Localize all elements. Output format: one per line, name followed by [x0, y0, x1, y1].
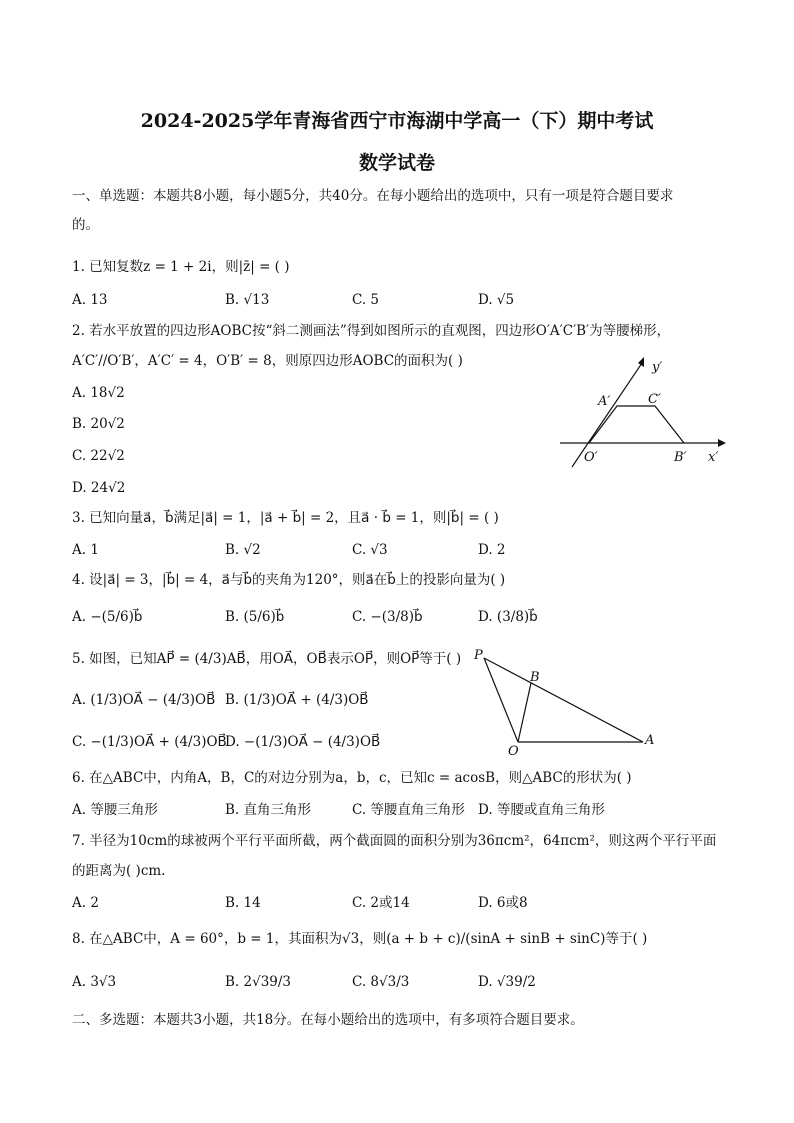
- q6-option-a: A. 等腰三角形: [72, 802, 158, 818]
- section2-heading: 二、多选题：本题共3小题，共18分。在每小题给出的选项中，有多项符合题目要求。: [72, 1012, 584, 1028]
- q8-option-b: B. 2√39/3: [225, 974, 292, 990]
- q1-option-d: D. √5: [478, 292, 515, 308]
- q4-option-a: A. −(5/6)b⃗: [72, 609, 143, 625]
- q1-option-b: B. √13: [225, 292, 270, 308]
- q4-option-d: D. (3/8)b⃗: [478, 609, 538, 625]
- segment-ob: [518, 683, 531, 742]
- q5-option-c: C. −(1/3)OA⃗ + (4/3)OB⃗: [72, 734, 227, 750]
- label-x-prime: x′: [708, 450, 719, 465]
- q7-option-b: B. 14: [225, 895, 261, 911]
- q8-stem: 8. 在△ABC中，A = 60°，b = 1，其面积为√3，则(a + b + c)/(sinA + sinB + sinC)等于( ): [72, 931, 648, 947]
- q2-figure: [560, 355, 730, 470]
- q2-option-b: B. 20√2: [72, 416, 125, 432]
- q7-option-d: D. 6或8: [478, 895, 528, 911]
- trapezoid: [589, 406, 684, 443]
- label-b: B: [530, 670, 540, 685]
- label-o: O: [508, 744, 519, 759]
- q5-option-d: D. −(1/3)OA⃗ − (4/3)OB⃗: [225, 734, 381, 750]
- label-p: P: [474, 648, 483, 663]
- q6-option-b: B. 直角三角形: [225, 802, 312, 818]
- label-y-prime: y′: [652, 360, 663, 375]
- q6-option-d: D. 等腰或直角三角形: [478, 802, 605, 818]
- q2-option-a: A. 18√2: [72, 385, 125, 401]
- section1-heading-cont: 的。: [72, 217, 99, 233]
- y-prime-axis: [572, 363, 642, 467]
- q7-stem: 7. 半径为10cm的球被两个平行平面所截，两个截面圆的面积分别为36πcm²，64πcm²，则这两个平行平面: [72, 833, 717, 849]
- exam-title: 2024-2025学年青海省西宁市海湖中学高一（下）期中考试: [140, 110, 654, 132]
- q3-option-a: A. 1: [72, 542, 99, 558]
- q3-option-c: C. √3: [352, 542, 388, 558]
- q3-option-d: D. 2: [478, 542, 506, 558]
- q3-stem: 3. 已知向量a⃗，b⃗满足|a⃗| = 1，|a⃗ + b⃗| = 2，且a⃗ · b⃗ = 1，则|b⃗| = ( ): [72, 510, 499, 526]
- q3-option-b: B. √2: [225, 542, 261, 558]
- q4-stem: 4. 设|a⃗| = 3，|b⃗| = 4，a⃗与b⃗的夹角为120°，则a⃗在b⃗上的投影向量为( ): [72, 572, 506, 588]
- q8-option-a: A. 3√3: [72, 974, 117, 990]
- q8-option-d: D. √39/2: [478, 974, 536, 990]
- exam-subtitle: 数学试卷: [358, 152, 435, 174]
- q6-option-c: C. 等腰直角三角形: [352, 802, 465, 818]
- section1-heading: 一、单选题：本题共8小题，每小题5分，共40分。在每小题给出的选项中，只有一项是符合题目要求: [72, 188, 674, 204]
- label-b-prime: B′: [674, 450, 687, 465]
- q5-option-b: B. (1/3)OA⃗ + (4/3)OB⃗: [225, 692, 369, 708]
- label-a-prime: A′: [598, 394, 611, 409]
- q2-option-c: C. 22√2: [72, 448, 125, 464]
- q8-option-c: C. 8√3/3: [352, 974, 410, 990]
- q1-option-c: C. 5: [352, 292, 380, 308]
- label-a: A: [645, 733, 655, 748]
- segment-pa: [484, 658, 643, 742]
- q6-stem: 6. 在△ABC中，内角A，B，C的对边分别为a，b，c，已知c = acosB，则△ABC的形状为( ): [72, 770, 632, 786]
- q5-option-a: A. (1/3)OA⃗ − (4/3)OB⃗: [72, 692, 216, 708]
- q1-option-a: A. 13: [72, 292, 108, 308]
- q7-option-c: C. 2或14: [352, 895, 410, 911]
- q2-stem: 2. 若水平放置的四边形AOBC按“斜二测画法”得到如图所示的直观图，四边形O′A′C′B′为等腰梯形，: [72, 323, 671, 339]
- q4-option-c: C. −(3/8)b⃗: [352, 609, 423, 625]
- q7-option-a: A. 2: [72, 895, 99, 911]
- x-prime-arrow: [718, 439, 726, 447]
- q4-option-b: B. (5/6)b⃗: [225, 609, 285, 625]
- q2-option-d: D. 24√2: [72, 480, 126, 496]
- q5-stem: 5. 如图，已知AP⃗ = (4/3)AB⃗，用OA⃗，OB⃗表示OP⃗，则OP⃗等于( ): [72, 651, 462, 667]
- q2-stem-cont: A′C′//O′B′，A′C′ = 4，O′B′ = 8，则原四边形AOBC的面积为( ): [72, 353, 463, 369]
- q1-stem: 1. 已知复数z = 1 + 2i，则|z̄| = ( ): [72, 259, 290, 275]
- q7-stem-cont: 的距离为( )cm.: [72, 863, 166, 879]
- segment-po: [484, 658, 518, 742]
- label-c-prime: C′: [648, 392, 661, 407]
- label-o-prime: O′: [584, 450, 598, 465]
- q5-figure: [470, 645, 665, 760]
